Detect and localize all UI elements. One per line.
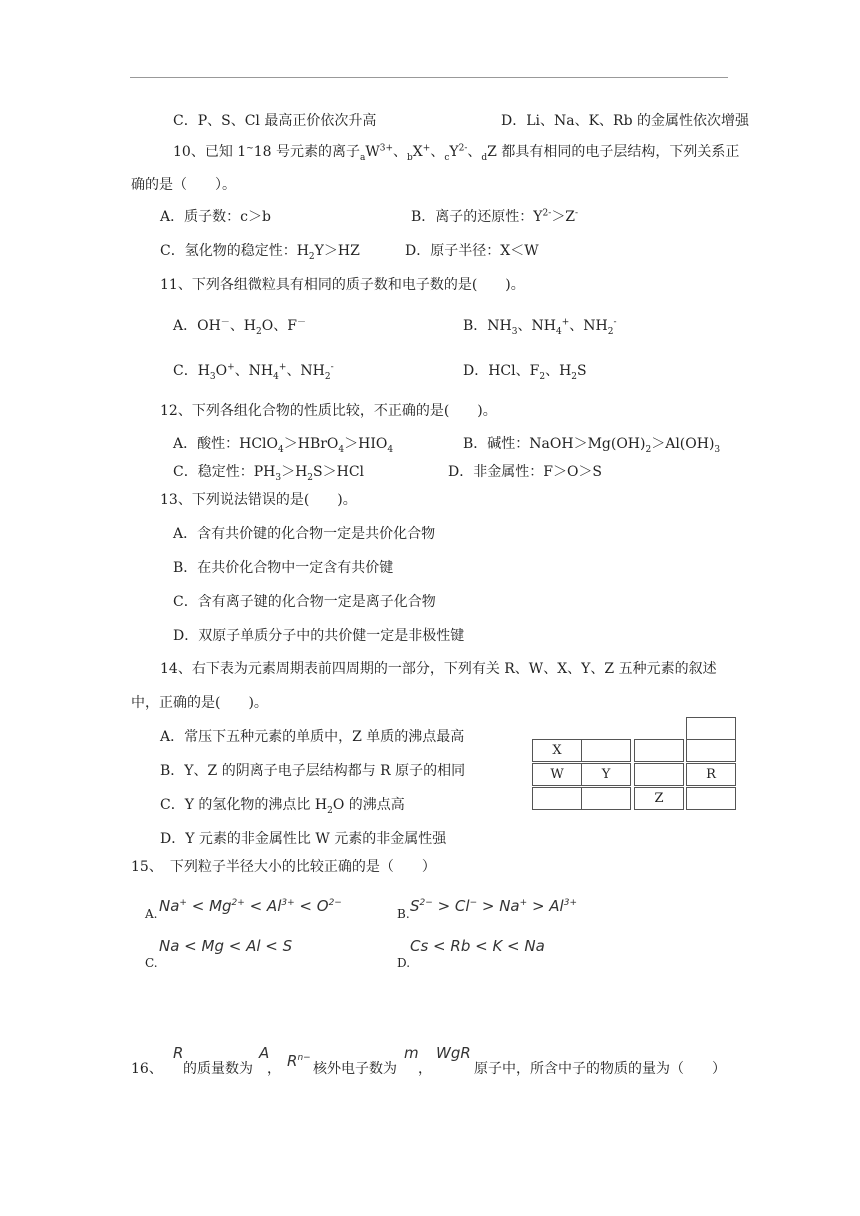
q16-comma-2: ， xyxy=(418,1061,432,1077)
q11-option-d: D．HCl、$F_2$、$H_2S$ xyxy=(463,363,587,382)
q12-option-d: D．非金属性：F＞O＞S xyxy=(448,464,603,480)
q15-option-c-math: Na < Mg < Al < S xyxy=(159,937,293,955)
q12-stem: 12、下列各组化合物的性质比较，不正确的是( )。 xyxy=(160,403,497,419)
q15-label-d: D. xyxy=(397,956,411,970)
q15-label-b: B. xyxy=(397,907,410,921)
table-cell-r: R xyxy=(686,763,736,786)
q10-option-d: D．原子半径：X＜W xyxy=(405,243,539,259)
table-cell-z: Z xyxy=(634,787,684,810)
q11-option-b: B．$NH_3$、$NH_4^+$、$NH_2^-$ xyxy=(463,317,617,337)
q10-option-b: B．离子的还原性：$Y^{2-}>Z^-$ xyxy=(411,208,579,225)
q9-option-c: C．P、S、Cl 最高正价依次升高 xyxy=(173,113,377,129)
q11-option-c: C．$H_3O^+$、$NH_4^+$、$NH_2^-$ xyxy=(173,362,334,382)
q12-option-c: C．稳定性：$PH_3>H_2S>HCl$ xyxy=(173,464,365,483)
q15-stem: 15、 下列粒子半径大小的比较正确的是（ ） xyxy=(131,859,436,875)
q13-option-a: A．含有共价键的化合物一定是共价化合物 xyxy=(173,526,436,542)
table-cell-empty xyxy=(581,787,631,810)
q15-label-a: A. xyxy=(145,907,158,921)
q14-option-c: C．Y 的氢化物的沸点比 $H_2O$ 的沸点高 xyxy=(160,797,405,816)
q10-stem: 10、已知 1~18 号元素的离子$_aW^{3+}$、$_b$X+、$_cY^{2-}$、$_d$Z 都具有相同的电子层结构，下列关系正 xyxy=(173,143,740,163)
table-cell-y: Y xyxy=(581,763,631,786)
table-cell-empty xyxy=(581,739,631,762)
table-cell-empty xyxy=(686,717,736,740)
q14-stem: 14、右下表为元素周期表前四周期的一部分，下列有关 R、W、X、Y、Z 五种元素的叙述 xyxy=(160,661,717,677)
q16-symbol-r: R xyxy=(173,1044,184,1062)
table-cell-empty xyxy=(532,787,582,810)
q10-option-c: C．氢化物的稳定性：$H_2Y>HZ$ xyxy=(160,243,360,262)
q16-symbol-a: A xyxy=(259,1044,270,1062)
q14-stem-line2: 中，正确的是( )。 xyxy=(131,695,268,711)
q16-symbol-wgr: WgR xyxy=(436,1044,471,1062)
q14-option-a: A．常压下五种元素的单质中，Z 单质的沸点最高 xyxy=(160,729,465,745)
table-cell-empty xyxy=(634,739,684,762)
q10-option-a: A．质子数：c＞b xyxy=(160,209,271,225)
q13-option-d: D．双原子单质分子中的共价健一定是非极性键 xyxy=(173,628,465,644)
q15-label-c: C. xyxy=(145,956,158,970)
q15-option-b-math: $S^{2-} > Cl^- > Na^+ > Al^{3+}$ xyxy=(410,897,578,915)
q16-symbol-rn: $R^{n-}$ xyxy=(287,1052,311,1070)
q16-text-3: 原子中，所含中子的物质的量为（ ） xyxy=(474,1061,726,1077)
table-cell-empty xyxy=(686,787,736,810)
q14-option-d: D．Y 元素的非金属性比 W 元素的非金属性强 xyxy=(160,831,447,847)
q16-number: 16、 xyxy=(131,1061,163,1077)
q16-text-1: 的质量数为 xyxy=(183,1061,253,1077)
q11-option-a: A．OH－、$H_2O$、F－ xyxy=(173,317,306,337)
q13-option-b: B．在共价化合物中一定含有共价键 xyxy=(173,560,394,576)
table-cell-empty xyxy=(634,763,684,786)
q13-stem: 13、下列说法错误的是( )。 xyxy=(160,492,357,508)
table-cell-empty xyxy=(686,739,736,762)
q12-option-a: A．酸性：$HClO_4>HBrO_4>HIO_4$ xyxy=(173,436,394,455)
q15-option-d-math: Cs < Rb < K < Na xyxy=(410,937,545,955)
q16-comma: ， xyxy=(267,1061,281,1077)
q11-stem: 11、下列各组微粒具有相同的质子数和电子数的是( )。 xyxy=(160,277,525,293)
header-rule xyxy=(130,77,728,78)
table-cell-w: W xyxy=(532,763,582,786)
table-cell-x: X xyxy=(532,739,582,762)
q15-option-a-math: $Na^+ < Mg^{2+} < Al^{3+} < O^{2-}$ xyxy=(159,897,342,915)
q14-option-b: B．Y、Z 的阴离子电子层结构都与 R 原子的相同 xyxy=(160,763,466,779)
q10-stem-line2: 确的是（ ）。 xyxy=(131,177,236,193)
q13-option-c: C．含有离子键的化合物一定是离子化合物 xyxy=(173,594,436,610)
q9-option-d: D．Li、Na、K、Rb 的金属性依次增强 xyxy=(501,113,750,129)
q12-option-b: B．碱性：$NaOH>Mg(OH)_2>Al(OH)_3$ xyxy=(463,436,721,455)
q16-text-2: 核外电子数为 xyxy=(313,1061,397,1077)
q16-symbol-m: m xyxy=(404,1044,419,1062)
